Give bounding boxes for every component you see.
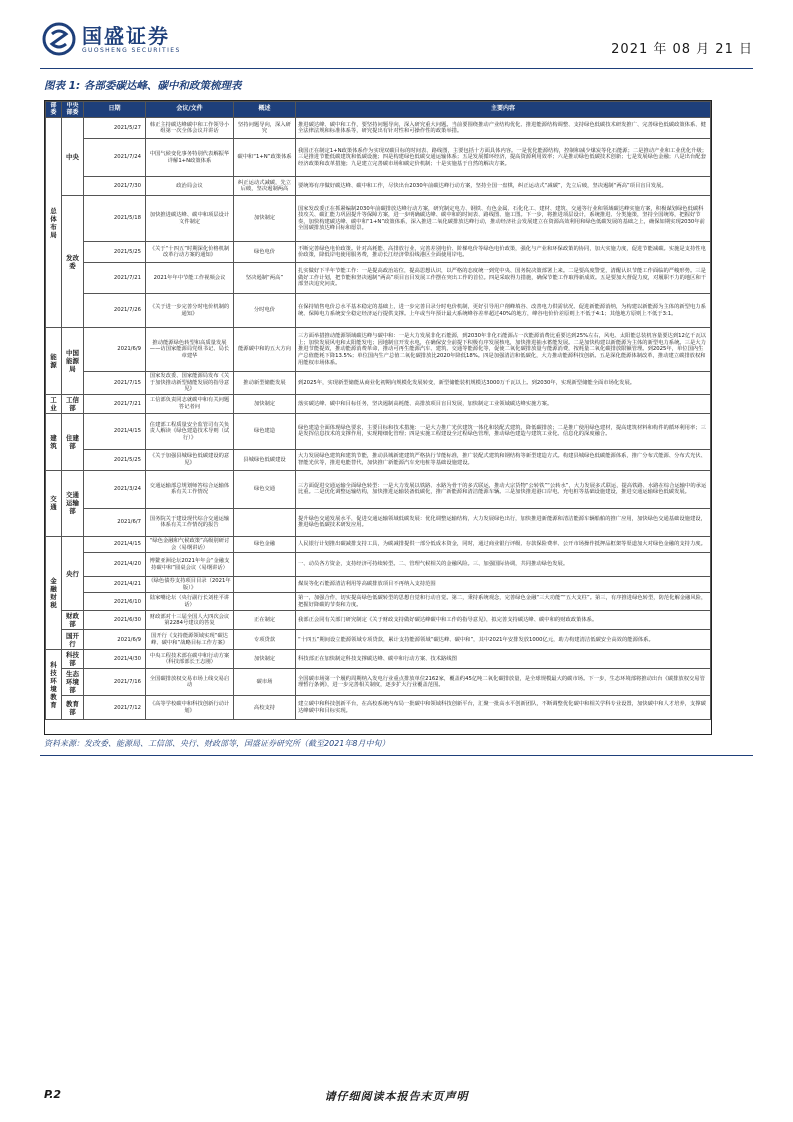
content-cell: 绿色建造全面体现绿色要求，主要目标和技术措施：一是大力推广光伏建筑一体化和装配式建筑，降低碳排放；二是推广使用绿色建材，提高建筑材料和构件的循环利用率；三是发挥信息技术的支撑作用，实现精细化管理；四是实施工程建设全过程绿色管理，推动绿色建造与建筑工业化、信息化的深度融合。 <box>296 413 711 449</box>
policy-table <box>45 101 711 720</box>
date-cell: 2021/7/24 <box>84 139 146 177</box>
department-cell: 中央 <box>62 118 84 196</box>
company-logo <box>42 22 181 56</box>
summary-cell: 能源碳中和的五大方向 <box>234 328 296 372</box>
date-cell: 2021/5/27 <box>84 118 146 139</box>
logo-name-en: GUOSHENG SECURITIES <box>82 46 181 54</box>
date-cell: 2021/5/18 <box>84 196 146 242</box>
date-cell: 2021/7/26 <box>84 294 146 328</box>
summary-cell: 专项贷款 <box>234 630 296 650</box>
content-cell: 全国碳市场第一个履约周期纳入发电行业重点排放单位2162家，覆盖约45亿吨二氧化碳排放量，是全球规模最大的碳市场。下一步，生态环境部将推动出台《碳排放权交易管理暂行条例》，进一步完善相关制度，逐步扩大行业覆盖范围。 <box>296 669 711 696</box>
col-header-department: 中央部委 <box>62 102 84 118</box>
date-cell: 2021/4/21 <box>84 577 146 593</box>
date-cell: 2021/3/24 <box>84 470 146 508</box>
content-cell: 我国正在制定1+N政策体系作为实现双碳目标的时间表、路线图，主要包括十方面具体内容。一是优化能源结构，控制和减少煤炭等化石能源；二是推动产业和工业优化升级；三是推进节能低碳建筑和低碳设施；四是构建绿色低碳交通运输体系；五是发展循环经济，提高资源利用效率；六是推动绿色低碳技术创新；七是发展绿色金融；八是出台配套经济政策和改革措施；九是建立完善碳市场和碳定价机制；十是实施基于自然的解决方案。 <box>296 139 711 177</box>
table-row <box>46 470 711 508</box>
date-cell: 2021/4/15 <box>84 413 146 449</box>
date-cell: 2021/6/7 <box>84 508 146 536</box>
content-cell: 推进碳达峰、碳中和工作，要坚持问题导向，深入研究重大问题。当前要围绕推动产业结构优化、推进能源结构调整、支持绿色低碳技术研发推广、完善绿色低碳政策体系、健全法律法规和标准体系等，研究提出有针对性和可操作性的政策举措。 <box>296 118 711 139</box>
page-header <box>40 18 753 69</box>
content-cell: 不断完善绿色电价政策。针对高耗能、高排放行业，完善差别电价、阶梯电价等绿色电价政策，强化与产业和环保政策的协同，加大实施力度，促进节能减碳。实施是支持性电价政策，降低岸电使用服务费，推动长江经济带沿线港区全面使用岸电。 <box>296 242 711 263</box>
table-row <box>46 630 711 650</box>
department-cell: 财政部 <box>62 611 84 630</box>
table-row <box>46 593 711 611</box>
table-row <box>46 196 711 242</box>
department-cell: 发改委 <box>62 196 84 328</box>
department-cell: 工信部 <box>62 394 84 413</box>
date-cell: 2021/6/30 <box>84 611 146 630</box>
content-cell: 三方面促进交通运输全面绿色转型：一是大力发展以铁路、水路为骨干的多式联运，推动大宗货物“公转铁”“公转水”，大力发展多式联运，提高铁路、水路在综合运输中的承运比重。二是优化调整运输结构，加快推进运输装备低碳化，推广新能源和清洁能源车辆。三是加快推进港口岸电、充电桩等基础设施建设，推进交通运输绿色低碳发展。 <box>296 470 711 508</box>
department-cell: 住建部 <box>62 413 84 470</box>
content-cell: 建立碳中和科技创新平台，在高校系统内布局一批碳中和领域科技创新平台，汇聚一批高水平创新团队，不断调整优化碳中和相关学科专业设置，加快碳中和人才培养，支撑碳达峰碳中和目标实现。 <box>296 696 711 720</box>
table-row <box>46 263 711 294</box>
content-cell: 大力发展绿色建筑和建筑节能，推动县城新建建筑严格执行节能标准，推广装配式建筑和钢结构等新型建造方式。构建县城绿色低碳能源体系，推广分布式能源、分布式光伏、智能光伏等，推进电能替代，加快推广新能源汽车充电桩等基础设施建设。 <box>296 449 711 470</box>
document-cell: “绿色金融和气候政策”高级别研讨会（易纲讲话） <box>146 536 234 552</box>
summary-cell: 高校支持 <box>234 696 296 720</box>
department-cell: 生态环境部 <box>62 669 84 696</box>
department-cell: 央行 <box>62 536 84 610</box>
date-cell: 2021/7/30 <box>84 177 146 196</box>
summary-cell: 绿色电价 <box>234 242 296 263</box>
table-row <box>46 536 711 552</box>
logo-name-cn: 国盛证券 <box>82 23 170 48</box>
date-cell: 2021/4/30 <box>84 650 146 669</box>
date-cell: 2021/4/15 <box>84 536 146 552</box>
date-cell: 2021/6/9 <box>84 630 146 650</box>
summary-cell: 加快制定 <box>234 196 296 242</box>
document-cell: 中国气候变化事务特别代表解振华详解1+N政策体系 <box>146 139 234 177</box>
col-header-category: 部委 <box>46 102 62 118</box>
content-cell: 第一，加强合作，切实提高绿色低碳转型的思想自觉和行动自觉。第二，秉持系统观念，完善绿色金融“三大功能”“五大支柱”。第三，有序推进绿色转型，防范化解金融风险，把握好降碳的节奏和力度。 <box>296 593 711 611</box>
document-cell: 博鳌亚洲论坛2021年年会“金融支持碳中和”圆桌会议（易纲讲话） <box>146 553 234 577</box>
table-row <box>46 242 711 263</box>
department-cell: 科技部 <box>62 650 84 669</box>
table-row <box>46 394 711 413</box>
summary-cell <box>234 593 296 611</box>
table-row <box>46 650 711 669</box>
date-cell: 2021/6/10 <box>84 593 146 611</box>
page-number: P.2 <box>44 1088 62 1101</box>
content-cell: 国家发改委正在抓紧编制2030年前碳排放达峰行动方案，研究制定电力、钢铁、有色金属、石化化工、建材、建筑、交通等行业和领域碳达峰实施方案，积极谋划绿色低碳科技攻关、碳汇能力巩固提升等保障方案，进一步明确碳达峰、碳中和的时间表、路线图、施工图。下一步，将推进项层设计，系统推进、分类施策，坚持全国统筹，把握好节奏，加快构建碳达峰、碳中和“1+N”政策体系，深入推进二氧化碳排放达峰行动，推动经济社会发展建立在资源高效利用和绿色低碳发展的基础之上，确保如期实现2030年前全国碳排放达峰目标和愿景。 <box>296 196 711 242</box>
content-cell: 扎实做好下半年节能工作：一是提高政治站位，提高思想认识，以严格的态度统一到党中央、国务院决策部署上来。二是要高度警觉，清醒认识节能工作面临的严峻形势。三是做好工作计划，把节能和坚决遏制“两高”项目盲目发展工作摆在突出工作的首位。四是采取得力措施，确保节能工作取得新成效。五是要加大督促力度，对履职不力的地区和干部坚决追究问责。 <box>296 263 711 294</box>
date-cell: 2021/5/25 <box>84 449 146 470</box>
report-date: 2021 年 08 月 21 日 <box>611 42 753 57</box>
document-cell: 中央工程技术部在碳中和行动方案（科技部部长王志刚） <box>146 650 234 669</box>
category-cell: 总体布局 <box>46 118 62 328</box>
document-cell: 陆家嘴论坛（央行副行长刘桂平讲话） <box>146 593 234 611</box>
footer-divider <box>40 755 753 756</box>
content-cell: “十四五”期间设立能源领域专项贷款，累计支持能源领域“碳达峰、碳中和”，其中2021年安排发放1000亿元，助力构建清洁低碳安全高效的能源体系。 <box>296 630 711 650</box>
table-row <box>46 294 711 328</box>
date-cell: 2021/5/25 <box>84 242 146 263</box>
document-cell: 交通运输部总规划师答综合运输体系有关工作情况 <box>146 470 234 508</box>
col-header-document: 会议/文件 <box>146 102 234 118</box>
table-row <box>46 669 711 696</box>
disclaimer-text: 请仔细阅读本报告末页声明 <box>324 1090 469 1103</box>
table-row <box>46 139 711 177</box>
date-cell: 2021/7/12 <box>84 696 146 720</box>
table-row <box>46 696 711 720</box>
document-cell: 《关于进一步完善分时电价机制的通知》 <box>146 294 234 328</box>
summary-cell <box>234 508 296 536</box>
department-cell: 教育部 <box>62 696 84 720</box>
source-note: 资料来源：发改委、能源局、工信部、央行、财政部等，国盛证券研究所（截至2021年8月中旬） <box>44 739 390 748</box>
summary-cell: 绿色建造 <box>234 413 296 449</box>
content-cell: 我部正会同有关部门研究制定《关于财政支持做好碳达峰碳中和工作的指导意见》，拟完善支持碳达峰、碳中和的财政政策体系。 <box>296 611 711 630</box>
summary-cell <box>234 553 296 577</box>
policy-table-container <box>44 100 712 735</box>
content-cell: 提升绿色交通发展水平，促进交通运输领域低碳发展：优化调整运输结构，大力发展绿色出行，加快推进新能源和清洁能源车辆船舶的推广应用，加快绿色交通基础设施建设，推进绿色低碳技术研发应用。 <box>296 508 711 536</box>
summary-cell: 加快制定 <box>234 650 296 669</box>
category-cell: 交通 <box>46 470 62 536</box>
table-row <box>46 372 711 395</box>
content-cell: 到2025年，实现新型储能从商业化初期向规模化发展转变，新型储能装机规模达3000万千瓦以上。到2030年，实现新型储能全面市场化发展。 <box>296 372 711 395</box>
col-header-summary: 概述 <box>234 102 296 118</box>
table-row <box>46 413 711 449</box>
category-cell: 科技环境教育 <box>46 650 62 720</box>
category-cell: 建筑 <box>46 413 62 470</box>
summary-cell: 碳市场 <box>234 669 296 696</box>
content-cell: 落实碳达峰、碳中和目标任务，坚决遏制高耗能、高排放项目盲目发展，加快制定工业领域碳达峰实施方案。 <box>296 394 711 413</box>
table-row <box>46 611 711 630</box>
document-cell: 全国碳排放权交易市场上线交易启动 <box>146 669 234 696</box>
department-cell: 国开行 <box>62 630 84 650</box>
document-cell: 《关于加强县城绿色低碳建设的意见》 <box>146 449 234 470</box>
date-cell: 2021/7/21 <box>84 263 146 294</box>
summary-cell: 县城绿色低碳建设 <box>234 449 296 470</box>
table-row <box>46 177 711 196</box>
content-cell: 三方面举措推动能源领域碳达峰与碳中和：一是大力发展非化石能源，到2030年非化石能源占一次能源消费比重要达到25%左右，风电、太阳能总装机容量要达到12亿千瓦以上；加快发展风电和太阳能发电；因地制宜开发水电，在确保安全前提下积极有序发展核电，加快推进抽水蓄能发展。二是加快构建以新能源为主体的新型电力系统。三是大力推进节能提效，推动能源消费革命，推动可再生能源汽车、建筑、交通等能源化等，促使二氧化碳排放量与能源消费，按耗量二氧化碳排放限额管理。到2025年，单位国内生产总值能耗下降13.5%；单位国内生产总值二氧化碳排放比2020年降低18%。四是加强清洁和低碳化，大力推动能源科技创新。五是深化能源体制改革，推动建立碳排放权和用能权市场体系。 <box>296 328 711 372</box>
date-cell: 2021/4/20 <box>84 553 146 577</box>
summary-cell: 正在制定 <box>234 611 296 630</box>
content-cell: 煤炭等化石能源清洁利用等高碳排放项目不再纳入支持范围 <box>296 577 711 593</box>
col-header-date: 日期 <box>84 102 146 118</box>
document-cell: 国家发改委、国家能源局发布《关于加快推动新型储能发展的指导意见》 <box>146 372 234 395</box>
department-cell: 中国能源局 <box>62 328 84 395</box>
category-cell: 金融财税 <box>46 536 62 649</box>
content-cell: 要统筹有序做好碳达峰、碳中和工作，尽快出台2030年前碳达峰行动方案，坚持全国一盘棋，纠正运动式“减碳”，先立后破，坚决遏制“两高”项目盲目发展。 <box>296 177 711 196</box>
document-cell: 国开行《支持能源领域实现“碳达峰、碳中和”战略目标工作方案》 <box>146 630 234 650</box>
department-cell: 交通运输部 <box>62 470 84 536</box>
document-cell: 韩正主持碳达峰碳中和工作领导小组第一次全体会议并讲话 <box>146 118 234 139</box>
content-cell: 科技部正在加快制定科技支撑碳达峰、碳中和行动方案、技术路线图 <box>296 650 711 669</box>
date-cell: 2021/6/9 <box>84 328 146 372</box>
table-body <box>46 118 711 720</box>
summary-cell: 碳中和“1+N”政策体系 <box>234 139 296 177</box>
date-cell: 2021/7/15 <box>84 372 146 395</box>
logo-mark-icon <box>42 22 76 56</box>
table-row <box>46 118 711 139</box>
table-row <box>46 449 711 470</box>
document-cell: 《高等学校碳中和科技创新行动计划》 <box>146 696 234 720</box>
document-cell: 政治局会议 <box>146 177 234 196</box>
summary-cell <box>234 577 296 593</box>
table-header-row <box>46 102 711 118</box>
summary-cell: 绿色金融 <box>234 536 296 552</box>
table-row <box>46 553 711 577</box>
document-cell: 财政部对十三届全国人大四次会议第2284号建议的答复 <box>146 611 234 630</box>
document-cell: 工信部负责同志就碳中和有关问题答记者问 <box>146 394 234 413</box>
summary-cell: 坚持问题导向，深入研究 <box>234 118 296 139</box>
table-row <box>46 508 711 536</box>
summary-cell: 纠正运动式减碳，先立后破，坚决遏制两高 <box>234 177 296 196</box>
date-cell: 2021/7/21 <box>84 394 146 413</box>
summary-cell: 坚决遏制“两高” <box>234 263 296 294</box>
document-cell: 2021年年中节能工作视频会议 <box>146 263 234 294</box>
document-cell: 国务院关于建设现代综合交通运输体系有关工作情况的报告 <box>146 508 234 536</box>
summary-cell: 绿色交通 <box>234 470 296 508</box>
figure-title: 图表 1: 各部委碳达峰、碳中和政策梳理表 <box>44 80 242 92</box>
summary-cell: 分时电价 <box>234 294 296 328</box>
document-cell: 推动能源绿色转型和高质量发展——访国家能源局党组书记、局长章建华 <box>146 328 234 372</box>
document-cell: 住建部工程质量安全监管司有关负责人解读《绿色建造技术导则（试行）》 <box>146 413 234 449</box>
col-header-content: 主要内容 <box>296 102 711 118</box>
document-cell: 《绿色债券支持项目目录（2021年版）》 <box>146 577 234 593</box>
content-cell: 一、动员各方资金，支持经济可持续转型。二、管理气候相关的金融风险。三、加强国际协调，共同推动绿色发展。 <box>296 553 711 577</box>
content-cell: 在保持销售电价总水平基本稳定的基础上，进一步完善目录分时电价机制，更好引导用户削峰填谷、改善电力供需状况、促进新能源消纳，为构建以新能源为主体的新型电力系统、保障电力系统安全稳定经济运行提供支撑。上年或当年预计最大系统峰谷差率超过40%的地方，峰谷电价价差原则上不低于4:1；其他地方原则上不低于3:1。 <box>296 294 711 328</box>
date-cell: 2021/7/16 <box>84 669 146 696</box>
category-cell: 工业 <box>46 394 62 413</box>
table-row <box>46 577 711 593</box>
category-cell: 能源 <box>46 328 62 395</box>
table-row <box>46 328 711 372</box>
content-cell: 人民银行计划推出碳减排支持工具，为碳减排提供一部分低成本资金，同时，通过商业银行评级、存款保险费率、公开市场操作抵押品框架等渠道加大对绿色金融的支持力度。 <box>296 536 711 552</box>
document-cell: 《关于“十四五”时期深化价格机制改革行动方案的通知》 <box>146 242 234 263</box>
summary-cell: 加快制定 <box>234 394 296 413</box>
document-cell: 加快推进碳达峰、碳中和项层设计文件制定 <box>146 196 234 242</box>
summary-cell: 推动新型储能发展 <box>234 372 296 395</box>
